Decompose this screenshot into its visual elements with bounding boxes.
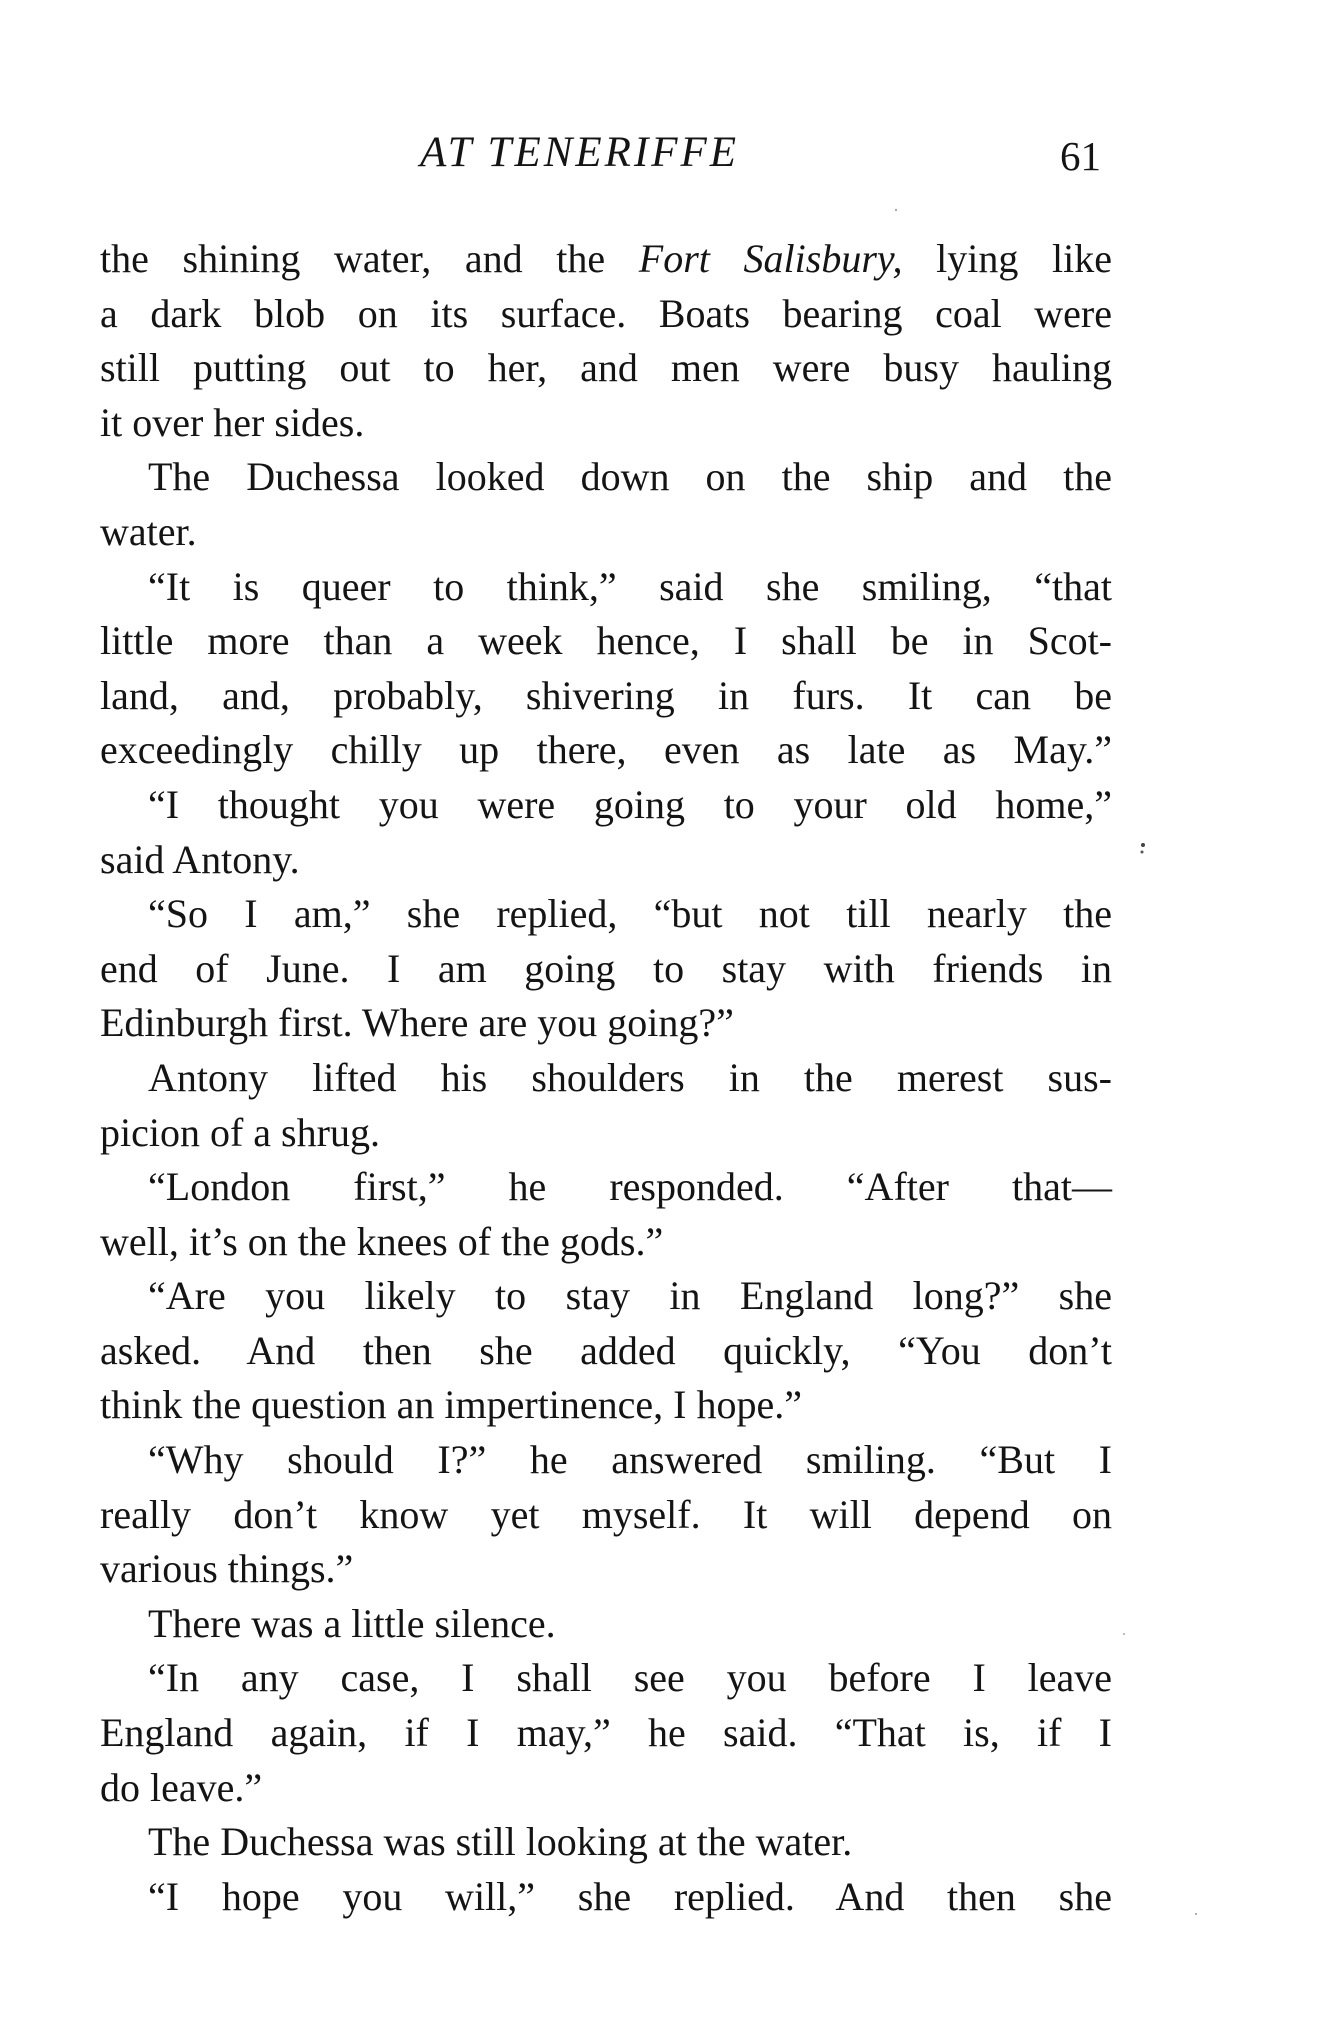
text-line: it over her sides. xyxy=(100,399,365,445)
text-line: There was a little silence. xyxy=(148,1600,556,1646)
text-line: “So I am,” she replied, “but not till nearly the xyxy=(148,891,1112,937)
text-line: various things.” xyxy=(100,1546,354,1592)
text-line: said Antony. xyxy=(100,836,300,882)
text-line: asked. And then she added quickly, “You don’t xyxy=(100,1327,1112,1373)
ship-name: Fort Salisbury, xyxy=(638,236,903,281)
text-line: “In any case, I shall see you before I leave xyxy=(148,1655,1112,1701)
text-line: picion of a shrug. xyxy=(100,1109,380,1155)
text-line: well, it’s on the knees of the gods.” xyxy=(100,1218,664,1264)
text-line: little more than a week hence, I shall be in Scot- xyxy=(100,618,1112,664)
ink-speck xyxy=(895,209,897,211)
text-line: still putting out to her, and men were busy hauling xyxy=(100,345,1112,391)
text-line: do leave.” xyxy=(100,1764,263,1810)
text-line: a dark blob on its surface. Boats bearing coal were xyxy=(100,290,1112,336)
text-line: Edinburgh first. Where are you going?” xyxy=(100,1000,734,1046)
page-number: 61 xyxy=(1060,133,1101,179)
text-line: “Are you likely to stay in England long?” she xyxy=(148,1273,1112,1319)
ink-speck xyxy=(1141,851,1144,854)
text-line: end of June. I am going to stay with friends in xyxy=(100,945,1112,991)
text-line: exceedingly chilly up there, even as late as May.” xyxy=(100,727,1112,773)
text-line: land, and, probably, shivering in furs. It can be xyxy=(100,672,1112,718)
ink-speck xyxy=(1123,1633,1125,1635)
text-line: The Duchessa looked down on the ship and the xyxy=(148,454,1112,500)
text-line: Antony lifted his shoulders in the merest sus- xyxy=(148,1054,1112,1100)
text-line: the shining water, and the Fort Salisbury, lying like xyxy=(100,236,1112,281)
running-title: AT TENERIFFE xyxy=(420,129,740,176)
ink-speck xyxy=(1141,843,1145,847)
text-line: water. xyxy=(100,508,197,554)
ink-speck xyxy=(1195,1913,1197,1915)
text-line: really don’t know yet myself. It will depend on xyxy=(100,1491,1112,1537)
text-line: England again, if I may,” he said. “That is, if I xyxy=(100,1710,1112,1756)
text-line: “London first,” he responded. “After that— xyxy=(148,1164,1112,1210)
text-line: The Duchessa was still looking at the water. xyxy=(148,1819,853,1865)
text-line: “Why should I?” he answered smiling. “But I xyxy=(148,1437,1112,1483)
text-line: think the question an impertinence, I hope.” xyxy=(100,1382,803,1428)
text-line: “I hope you will,” she replied. And then she xyxy=(148,1873,1112,1919)
text-line: “I thought you were going to your old home,” xyxy=(148,781,1112,827)
text-line: “It is queer to think,” said she smiling, “that xyxy=(148,563,1112,609)
